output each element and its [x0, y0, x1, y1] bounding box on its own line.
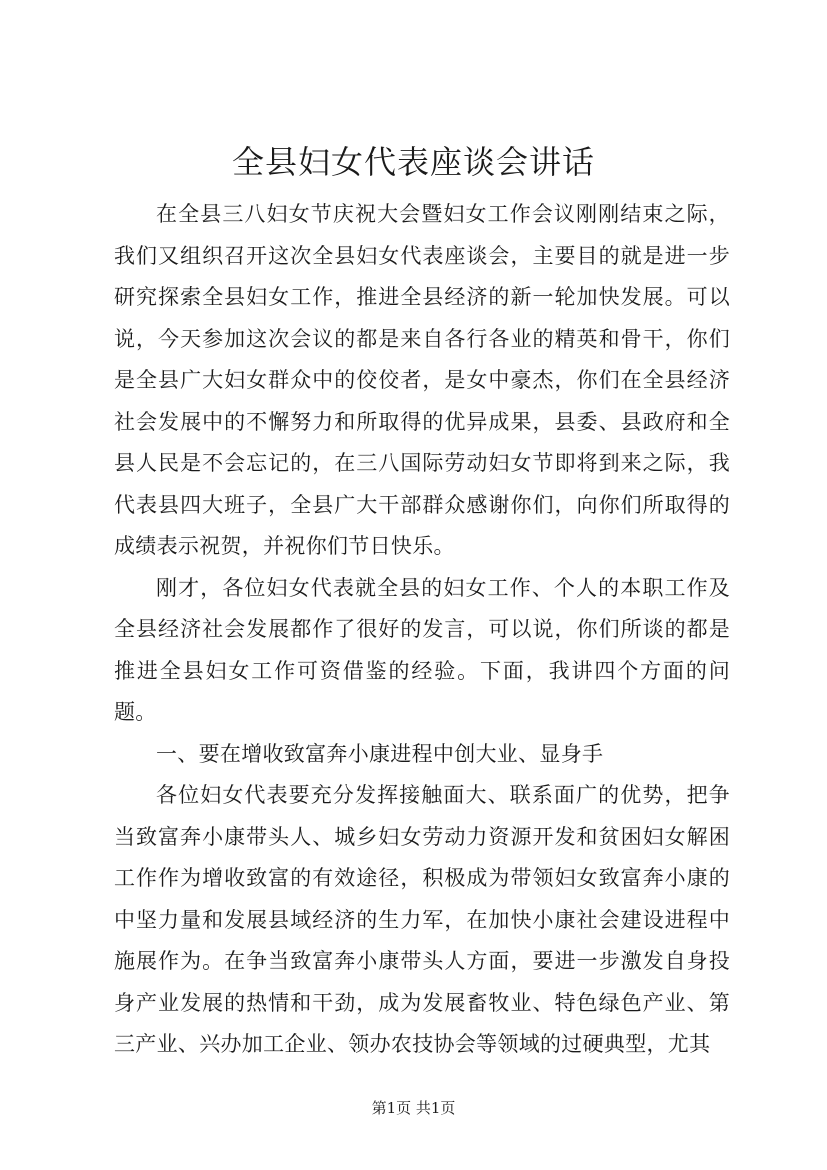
- paragraph: 刚才，各位妇女代表就全县的妇女工作、个人的本职工作及全县经济社会发展都作了很好的发言，可以说，你们所谈的都是推进全县妇女工作可资借鉴的经验。下面，我讲四个方面的问题。: [114, 575, 730, 724]
- page-number: 第1页 共1页: [371, 1099, 456, 1117]
- paragraph: 在全县三八妇女节庆祝大会暨妇女工作会议刚刚结束之际，我们又组织召开这次全县妇女代表座谈会，主要目的就是进一步研究探索全县妇女工作，推进全县经济的新一轮加快发展。可以说，今天参加这次会议的都是来自各行各业的精英和骨干，你们是全县广大妇女群众中的佼佼者，是女中豪杰，你们在全县经济社会发展中的不懈努力和所取得的优异成果，县委、县政府和全县人民是不会忘记的，在三八国际劳动妇女节即将到来之际，我代表县四大班子，全县广大干部群众感谢你们，向你们所取得的成绩表示祝贺，并祝你们节日快乐。: [114, 202, 730, 558]
- section-heading: 一、要在增收致富奔小康进程中创大业、显身手: [156, 741, 604, 766]
- document-body: [114, 194, 730, 1066]
- paragraph: 各位妇女代表要充分发挥接触面大、联系面广的优势，把争当致富奔小康带头人、城乡妇女劳动力资源开发和贫困妇女解困工作作为增收致富的有效途径，积极成为带领妇女致富奔小康的中坚力量和发展县域经济的生力军，在加快小康社会建设进程中施展作为。在争当致富奔小康带头人方面，要进一步激发自身投身产业发展的热情和干劲，成为发展畜牧业、特色绿色产业、第三产业、兴办加工企业、领办农技协会等领域的过硬典型，尤其: [114, 783, 730, 1056]
- document-title: 全县妇女代表座谈会讲话: [231, 143, 595, 181]
